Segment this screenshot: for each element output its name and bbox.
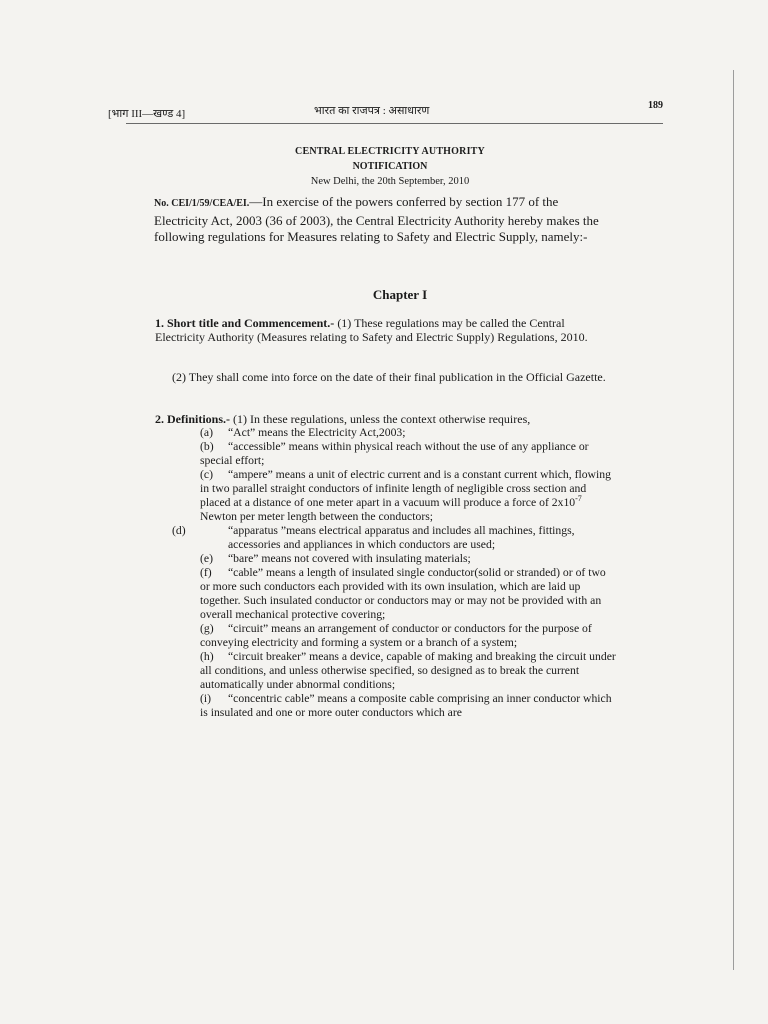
notification-title: NOTIFICATION — [352, 161, 428, 172]
definition-label: (e) — [200, 552, 213, 565]
definition-label: (f) — [200, 566, 212, 579]
header-part-section: [भाग III—खण्ड 4] — [108, 108, 186, 120]
definition-c — [200, 468, 616, 524]
section-1-subsection-2: (2) They shall come into force on the date of their final publication in the Official Gazette. — [172, 370, 606, 384]
definition-label: (g) — [200, 622, 214, 635]
authority-title: CENTRAL ELECTRICITY AUTHORITY — [295, 146, 485, 157]
exponent: -7 — [575, 494, 582, 504]
page-header — [108, 100, 663, 124]
place-date: New Delhi, the 20th September, 2010 — [310, 176, 470, 187]
definition-label: (b) — [200, 440, 214, 453]
definition-d — [172, 524, 616, 552]
intro-paragraph — [154, 194, 610, 246]
section-2-text: (1) In these regulations, unless the context otherwise requires, — [230, 412, 531, 426]
definition-text: “circuit” means an arrangement of conductor or conductors for the purpose of conveying electricity and forming a system or a branch of a system; — [200, 622, 592, 649]
section-1-number: 1. — [155, 316, 164, 330]
definition-text: “circuit breaker” means a device, capable of making and breaking the circuit under all conditions, and unless otherwise specified, so designed as to break the current automatically under abnormal conditions; — [200, 650, 616, 691]
definition-text: “bare” means not covered with insulating materials; — [228, 552, 471, 565]
section-2 — [155, 412, 615, 426]
definition-text-end: Newton per meter length between the conductors; — [200, 510, 434, 523]
definition-text: “cable” means a length of insulated single conductor(solid or stranded) or of two or more such conductors each provided with its own insulation, which are laid up together. Such insulated conductor or conductors may or may not be provided with an overall mechanical protective covering; — [200, 566, 606, 621]
notification-number: No. CEI/1/59/CEA/EI. — [154, 198, 250, 209]
definition-i — [200, 692, 616, 720]
definition-text: “apparatus ”means electrical apparatus and includes all machines, fittings, accessories and appliances in which conductors are used; — [228, 524, 575, 551]
section-1-heading: Short title and Commencement.- — [167, 316, 335, 330]
definition-b — [200, 440, 616, 468]
header-rule — [126, 123, 663, 124]
section-2-number: 2. — [155, 412, 164, 426]
page-number: 189 — [648, 100, 663, 111]
definition-h — [200, 650, 616, 692]
section-1-text: (1) These regulations may be called the Central Electricity Authority (Measures relating to Safety and Electric Supply) Regulations, 2010. — [155, 316, 588, 344]
header-gazette-title: भारत का राजपत्र : असाधारण — [314, 105, 430, 117]
scan-edge-line — [733, 70, 734, 970]
title-block — [180, 144, 600, 189]
definition-a — [200, 426, 616, 440]
chapter-heading: Chapter I — [372, 287, 428, 302]
section-1 — [155, 316, 615, 344]
definition-text: “Act” means the Electricity Act,2003; — [228, 426, 406, 439]
definition-e — [200, 552, 616, 566]
definition-f — [200, 566, 616, 622]
definition-label: (c) — [200, 468, 213, 481]
definition-text: “accessible” means within physical reach without the use of any appliance or special effort; — [200, 440, 589, 467]
definition-g — [200, 622, 616, 650]
definition-label: (i) — [200, 692, 212, 705]
definition-text: “ampere” means a unit of electric current and is a constant current which, flowing in two parallel straight conductors of infinite length of negligible cross section and placed at a distance of one meter apart in a vacuum will produce a force of 2x10 — [200, 468, 611, 509]
intro-text: —In exercise of the powers conferred by section 177 of the Electricity Act, 2003 (36 of 2003), the Central Electricity Authority hereby makes the following regulations for Measures relating to Safety and Electric Supply, namely:- — [154, 194, 599, 244]
section-2-heading: Definitions.- — [167, 412, 230, 426]
definition-label: (h) — [200, 650, 214, 663]
definition-label: (d) — [172, 524, 186, 537]
definitions-list — [172, 426, 616, 720]
definition-text: “concentric cable” means a composite cable comprising an inner conductor which is insulated and one or more outer conductors which are — [200, 692, 612, 719]
definition-label: (a) — [200, 426, 213, 439]
